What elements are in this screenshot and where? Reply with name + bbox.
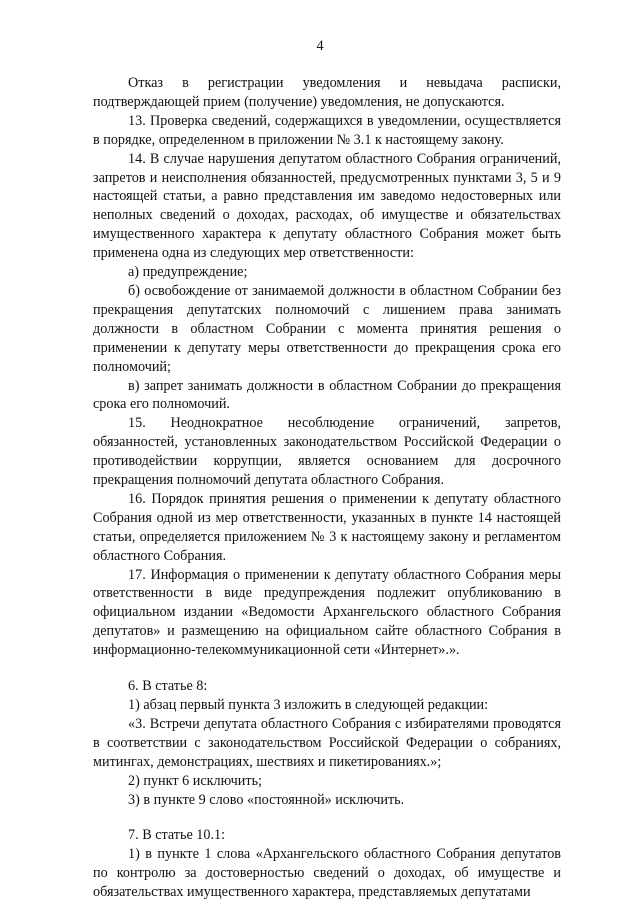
section-gap — [93, 660, 561, 677]
paragraph-article-8-item-1-text: «3. Встречи депутата областного Собрания с избирателями проводятся в соответствии с законодательством Российской Федерации о собраниях, митингах, демонстрациях, шествиях и пикетированиях.»; — [93, 715, 561, 770]
section-gap — [93, 809, 561, 826]
paragraph-item-16: 16. Порядок принятия решения о применении к депутату областного Собрания одной из мер ответственности, указанных в пункте 14 настоящей статьи, определяется приложением № 3 к настоящему закону и регламентом областного Собрания. — [93, 490, 561, 564]
page-number: 4 — [316, 38, 324, 54]
paragraph-article-10-1-heading: 7. В статье 10.1: — [128, 827, 226, 844]
paragraph-item-14: 14. В случае нарушения депутатом областного Собрания ограничений, запретов и неисполнения обязанностей, предусмотренных пунктами 3, 5 и 9 настоящей статьи, а равно представления им заведомо недостоверных или неполных сведений о доходах, расходах, об имуществе и обязательствах имущественного характера к депутату областного Собрания может быть применена одна из следующих мер ответственности: — [93, 150, 561, 262]
paragraph-article-8-heading: 6. В статье 8: — [128, 678, 208, 695]
paragraph-article-8-item-3: 3) в пункте 9 слово «постоянной» исключить. — [128, 791, 405, 808]
paragraph-item-14v: в) запрет занимать должности в областном Собрании до прекращения срока его полномочий. — [93, 377, 561, 413]
paragraph-registration-refusal: Отказ в регистрации уведомления и невыдача расписки, подтверждающей прием (получение) уведомления, не допускаются. — [93, 75, 561, 110]
paragraph-article-10-1-item-1: 1) в пункте 1 слова «Архангельского областного Собрания депутатов по контролю за достоверностью сведений о доходах, об имуществе и обязательствах имущественного характера, представляемых депутатами — [93, 846, 561, 901]
paragraph-item-14b: б) освобождение от занимаемой должности в областном Собрании без прекращения депутатских полномочий с лишением права занимать должности в областном Собрании с момента принятия решения о применении к депутату меры ответственности до прекращения срока его полномочий; — [93, 282, 561, 375]
paragraph-item-14a: а) предупреждение; — [128, 264, 248, 281]
paragraph-item-13: 13. Проверка сведений, содержащихся в уведомлении, осуществляется в порядке, определенном в приложении № 3.1 к настоящему закону. — [93, 112, 561, 148]
document-body — [93, 74, 561, 902]
paragraph-item-17: 17. Информация о применении к депутату областного Собрания меры ответственности в виде предупреждения подлежит опубликованию в официальном издании «Ведомости Архангельского областного Собрания депутатов» и размещению на официальном сайте областного Собрания в информационно-телекоммуникационной сети «Интернет».». — [93, 566, 561, 659]
paragraph-article-8-item-1: 1) абзац первый пункта 3 изложить в следующей редакции: — [128, 697, 489, 713]
paragraph-article-8-item-2: 2) пункт 6 исключить; — [128, 772, 262, 789]
paragraph-item-15: 15. Неоднократное несоблюдение ограничений, запретов, обязанностей, установленных законодательством Российской Федерации о противодействии коррупции, является основанием для досрочного прекращения полномочий депутата областного Собрания. — [93, 415, 561, 489]
